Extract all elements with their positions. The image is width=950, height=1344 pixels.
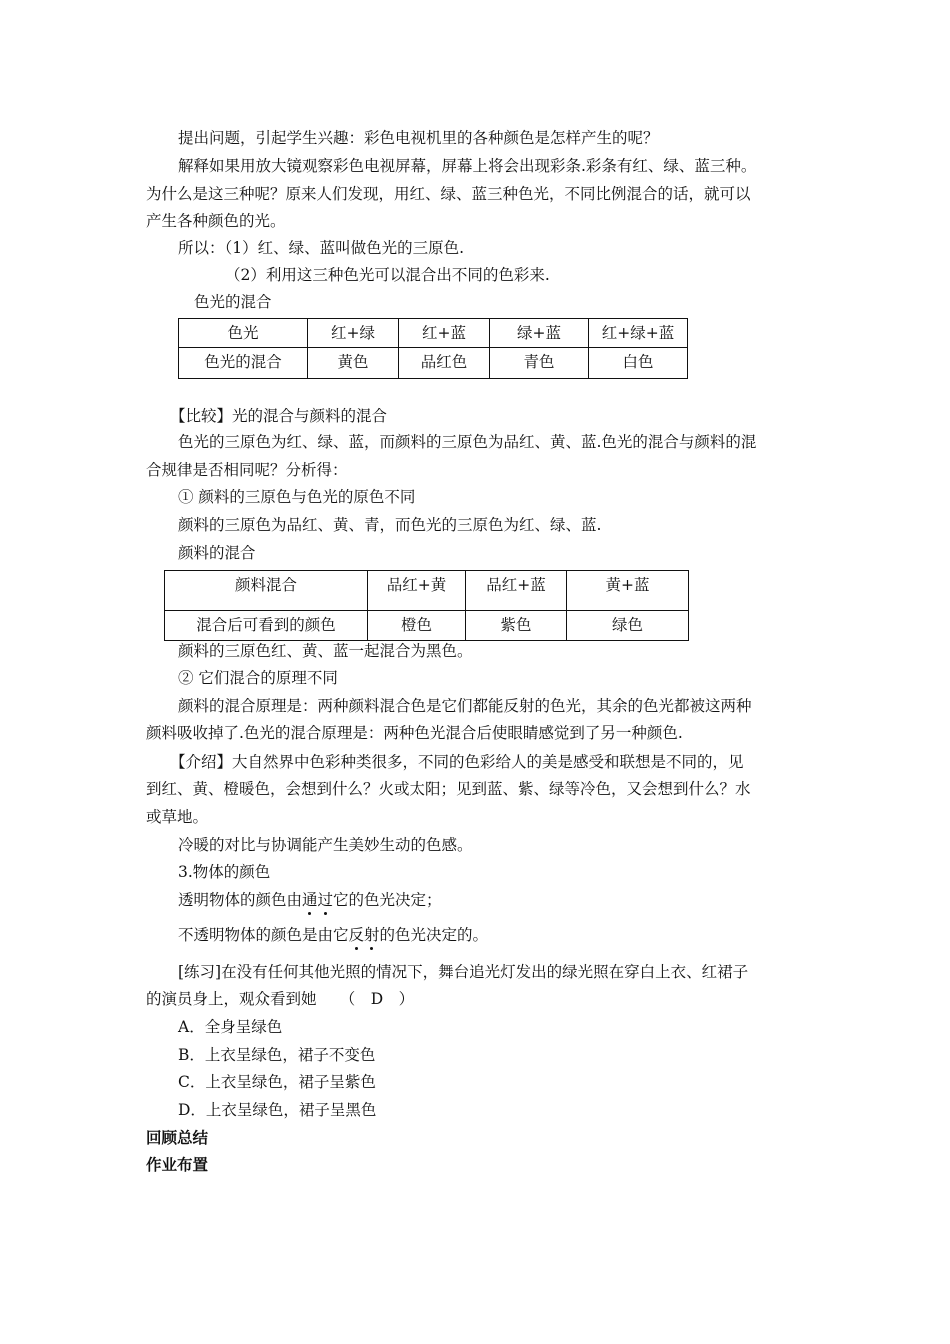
table-cell: 品红色 — [399, 348, 490, 379]
table-cell: 青色 — [490, 348, 589, 379]
table-cell: 品红+黄 — [368, 571, 466, 611]
option-d: D．上衣呈绿色，裙子呈黑色 — [178, 1101, 377, 1119]
emphasis-char: 通 — [302, 891, 318, 909]
exercise-line-2: 的演员身上，观众看到她 （ D ） — [146, 990, 415, 1008]
option-b: B．上衣呈绿色，裙子不变色 — [178, 1046, 376, 1064]
conclusion-2: （2）利用这三种色光可以混合出不同的色彩来. — [225, 266, 550, 284]
table-cell: 红+绿+蓝 — [589, 319, 688, 348]
text-span: 它的色光决定； — [333, 891, 442, 909]
pigment-mix-label: 颜料的混合 — [178, 544, 256, 562]
table-cell: 黄+蓝 — [567, 571, 689, 611]
intro-line-4: 冷暖的对比与协调能产生美妙生动的色感。 — [178, 836, 473, 854]
table-row — [179, 348, 688, 379]
question-paragraph: 提出问题，引起学生兴趣：彩色电视机里的各种颜色是怎样产生的呢？ — [178, 129, 659, 147]
text-span: 透明物体的颜色由 — [178, 891, 303, 909]
table-row — [179, 319, 688, 348]
intro-line-2: 到红、黄、橙暖色，会想到什么？火或太阳；见到蓝、紫、绿等冷色，又会想到什么？水 — [146, 780, 751, 798]
explain-line-1: 解释如果用放大镜观察彩色电视屏幕，屏幕上将会出现彩条.彩条有红、绿、蓝三种。 — [178, 157, 757, 175]
opaque-object-line — [178, 925, 488, 945]
section-3-heading: 3.物体的颜色 — [178, 863, 271, 881]
text-span: 不透明物体的颜色是由它 — [178, 926, 349, 944]
emphasis-char: 反 — [348, 926, 365, 944]
pigment-mix-table — [164, 570, 689, 641]
table-row — [165, 611, 689, 641]
transparent-object-line — [178, 890, 442, 910]
table-cell: 色光的混合 — [179, 348, 308, 379]
table-cell: 橙色 — [368, 611, 466, 641]
table-cell: 色光 — [179, 319, 308, 348]
table-cell: 红+绿 — [308, 319, 399, 348]
table-row — [165, 571, 689, 611]
light-mix-table — [178, 318, 688, 379]
light-mix-label: 色光的混合 — [194, 293, 272, 311]
emphasis-char: 射 — [364, 926, 380, 944]
review-heading: 回顾总结 — [146, 1129, 209, 1147]
explain-line-3: 产生各种颜色的光。 — [146, 212, 286, 230]
option-c: C．上衣呈绿色，裙子呈紫色 — [178, 1073, 376, 1091]
explain-line-2: 为什么是这三种呢？原来人们发现，用红、绿、蓝三种色光，不同比例混合的话，就可以 — [146, 185, 751, 203]
intro-line-3: 或草地。 — [146, 808, 209, 826]
compare-point-2: ② 它们混合的原理不同 — [178, 669, 338, 687]
compare-line-2: 合规律是否相同呢？分析得： — [146, 461, 348, 479]
table-cell: 绿+蓝 — [490, 319, 589, 348]
after-line-1: 颜料的三原色红、黄、蓝一起混合为黑色。 — [178, 642, 473, 660]
exercise-line-1: [练习]在没有任何其他光照的情况下，舞台追光灯发出的绿光照在穿白上衣、红裙子 — [178, 963, 749, 981]
table-cell: 红+蓝 — [399, 319, 490, 348]
compare-point-1: ① 颜料的三原色与色光的原色不同 — [178, 488, 416, 506]
table-cell: 绿色 — [567, 611, 689, 641]
text-span: 的色光决定的。 — [379, 926, 489, 944]
table-cell: 颜料混合 — [165, 571, 368, 611]
compare-line-4: 颜料的三原色为品红、黄、青，而色光的三原色为红、绿、蓝. — [178, 516, 602, 534]
after-line-4: 颜料吸收掉了.色光的混合原理是：两种色光混合后使眼睛感觉到了另一种颜色. — [146, 724, 683, 742]
compare-line-1: 色光的三原色为红、绿、蓝，而颜料的三原色为品红、黄、蓝.色光的混合与颜料的混 — [178, 433, 757, 451]
intro-line-1: 【介绍】大自然界中色彩种类很多，不同的色彩给人的美是感受和联想是不同的，见 — [170, 753, 744, 771]
table-cell: 混合后可看到的颜色 — [165, 611, 368, 641]
emphasis-char: 过 — [317, 891, 334, 909]
table-cell: 黄色 — [308, 348, 399, 379]
homework-heading: 作业布置 — [146, 1156, 209, 1174]
table-cell: 品红+蓝 — [466, 571, 567, 611]
table-cell: 紫色 — [466, 611, 567, 641]
conclusion-1: 所以：（1）红、绿、蓝叫做色光的三原色. — [178, 239, 465, 257]
table-cell: 白色 — [589, 348, 688, 379]
after-line-3: 颜料的混合原理是：两种颜料混合色是它们都能反射的色光，其余的色光都被这两种 — [178, 697, 752, 715]
option-a: A．全身呈绿色 — [178, 1018, 283, 1036]
compare-title: 【比较】光的混合与颜料的混合 — [170, 407, 388, 425]
